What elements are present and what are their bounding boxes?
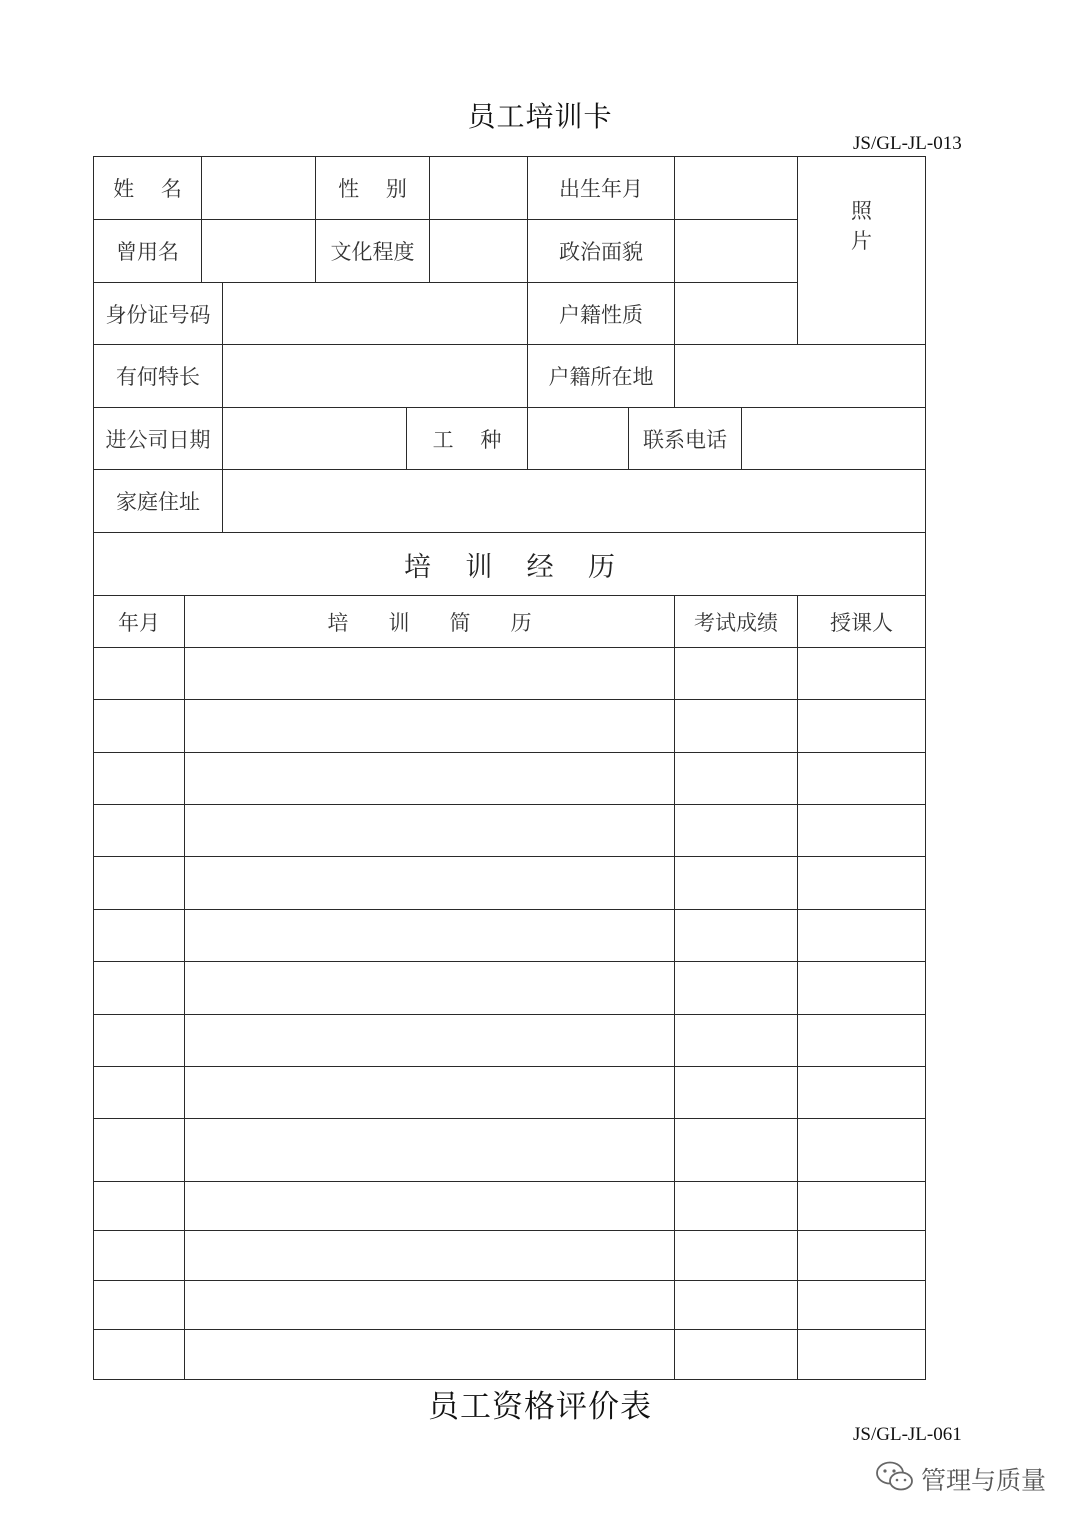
- row-training-summary-cell[interactable]: [185, 1182, 674, 1230]
- row-training-summary-cell[interactable]: [185, 753, 674, 804]
- phone-field[interactable]: [742, 408, 925, 469]
- political-status-label: 政治面貌: [559, 240, 643, 264]
- row-exam-score-cell[interactable]: [675, 648, 797, 699]
- row-training-summary-cell[interactable]: [185, 962, 674, 1014]
- row-training-summary-cell[interactable]: [185, 857, 674, 909]
- row-year-month-cell[interactable]: [94, 962, 184, 1014]
- photo-label-line2: 片: [851, 228, 872, 253]
- row-exam-score-cell[interactable]: [675, 700, 797, 752]
- row-instructor-cell[interactable]: [798, 1067, 925, 1118]
- specialty-label: 有何特长: [116, 365, 200, 389]
- row-exam-score-cell[interactable]: [675, 1281, 797, 1329]
- row-instructor-cell[interactable]: [798, 1281, 925, 1329]
- specialty-field[interactable]: [223, 345, 527, 407]
- row-training-summary-cell[interactable]: [185, 1231, 674, 1280]
- row-exam-score-cell[interactable]: [675, 962, 797, 1014]
- row-year-month-cell[interactable]: [94, 1067, 184, 1118]
- row-instructor-cell[interactable]: [798, 910, 925, 961]
- row-year-month-cell[interactable]: [94, 1119, 184, 1181]
- photo-label-line1: 照: [851, 198, 872, 223]
- row-instructor-cell[interactable]: [798, 857, 925, 909]
- row-year-month-cell[interactable]: [94, 805, 184, 856]
- row-year-month-cell[interactable]: [94, 1281, 184, 1329]
- phone-label: 联系电话: [643, 427, 727, 452]
- name-field[interactable]: [202, 157, 315, 219]
- row-exam-score-cell[interactable]: [675, 857, 797, 909]
- gender-field[interactable]: [430, 157, 527, 219]
- row-training-summary-cell[interactable]: [185, 1119, 674, 1181]
- gender-label: 性 别: [338, 177, 407, 201]
- next-form-code: JS/GL-JL-061: [853, 1424, 962, 1445]
- row-year-month-cell[interactable]: [94, 1231, 184, 1280]
- photo-box[interactable]: [798, 157, 925, 344]
- row-exam-score-cell[interactable]: [675, 1119, 797, 1181]
- education-label: 文化程度: [330, 240, 415, 264]
- join-date-label: 进公司日期: [105, 427, 211, 452]
- name-label: 姓 名: [113, 177, 182, 201]
- row-training-summary-cell[interactable]: [185, 648, 674, 699]
- row-exam-score-cell[interactable]: [675, 753, 797, 804]
- birth-label: 出生年月: [559, 177, 643, 201]
- row-training-summary-cell[interactable]: [185, 910, 674, 961]
- row-instructor-cell[interactable]: [798, 753, 925, 804]
- household-location-label: 户籍所在地: [548, 365, 654, 389]
- watermark: [875, 1460, 1046, 1498]
- row-training-summary-cell[interactable]: [185, 805, 674, 856]
- id-number-field[interactable]: [223, 283, 527, 344]
- row-exam-score-cell[interactable]: [675, 1330, 797, 1379]
- header-year-month: 年月: [118, 610, 160, 635]
- wechat-icon: [875, 1460, 915, 1498]
- header-exam-score: 考试成绩: [694, 610, 778, 635]
- row-instructor-cell[interactable]: [798, 805, 925, 856]
- form-title: 员工培训卡: [467, 100, 613, 133]
- row-training-summary-cell[interactable]: [185, 1330, 674, 1379]
- job-type-label: 工 种: [432, 427, 502, 452]
- row-instructor-cell[interactable]: [798, 962, 925, 1014]
- address-field[interactable]: [223, 470, 925, 532]
- form-code: JS/GL-JL-013: [853, 133, 962, 154]
- row-year-month-cell[interactable]: [94, 648, 184, 699]
- header-instructor: 授课人: [830, 610, 893, 635]
- address-label: 家庭住址: [116, 490, 200, 514]
- row-exam-score-cell[interactable]: [675, 1015, 797, 1066]
- row-exam-score-cell[interactable]: [675, 1182, 797, 1230]
- row-training-summary-cell[interactable]: [185, 1015, 674, 1066]
- row-instructor-cell[interactable]: [798, 1182, 925, 1230]
- household-location-field[interactable]: [675, 345, 925, 407]
- training-section-title: 培 训 经 历: [404, 551, 615, 583]
- row-year-month-cell[interactable]: [94, 753, 184, 804]
- row-year-month-cell[interactable]: [94, 1182, 184, 1230]
- header-training-summary: 培 训 简 历: [327, 610, 532, 635]
- row-exam-score-cell[interactable]: [675, 1067, 797, 1118]
- row-exam-score-cell[interactable]: [675, 805, 797, 856]
- household-type-field[interactable]: [675, 283, 797, 344]
- former-name-field[interactable]: [202, 220, 315, 282]
- row-instructor-cell[interactable]: [798, 700, 925, 752]
- row-instructor-cell[interactable]: [798, 1119, 925, 1181]
- row-training-summary-cell[interactable]: [185, 700, 674, 752]
- row-instructor-cell[interactable]: [798, 1231, 925, 1280]
- political-status-field[interactable]: [675, 220, 797, 282]
- row-year-month-cell[interactable]: [94, 1330, 184, 1379]
- watermark-text: 管理与质量: [920, 1466, 1046, 1495]
- birth-field[interactable]: [675, 157, 797, 219]
- row-instructor-cell[interactable]: [798, 1015, 925, 1066]
- row-year-month-cell[interactable]: [94, 857, 184, 909]
- row-year-month-cell[interactable]: [94, 700, 184, 752]
- row-exam-score-cell[interactable]: [675, 910, 797, 961]
- job-type-field[interactable]: [528, 408, 628, 469]
- row-instructor-cell[interactable]: [798, 648, 925, 699]
- row-exam-score-cell[interactable]: [675, 1231, 797, 1280]
- row-training-summary-cell[interactable]: [185, 1067, 674, 1118]
- education-field[interactable]: [430, 220, 527, 282]
- row-year-month-cell[interactable]: [94, 1015, 184, 1066]
- row-year-month-cell[interactable]: [94, 910, 184, 961]
- join-date-field[interactable]: [223, 408, 406, 469]
- former-name-label: 曾用名: [116, 240, 179, 264]
- next-form-title: 员工资格评价表: [428, 1389, 652, 1425]
- id-number-label: 身份证号码: [105, 302, 211, 327]
- row-instructor-cell[interactable]: [798, 1330, 925, 1379]
- row-training-summary-cell[interactable]: [185, 1281, 674, 1329]
- household-type-label: 户籍性质: [559, 302, 643, 327]
